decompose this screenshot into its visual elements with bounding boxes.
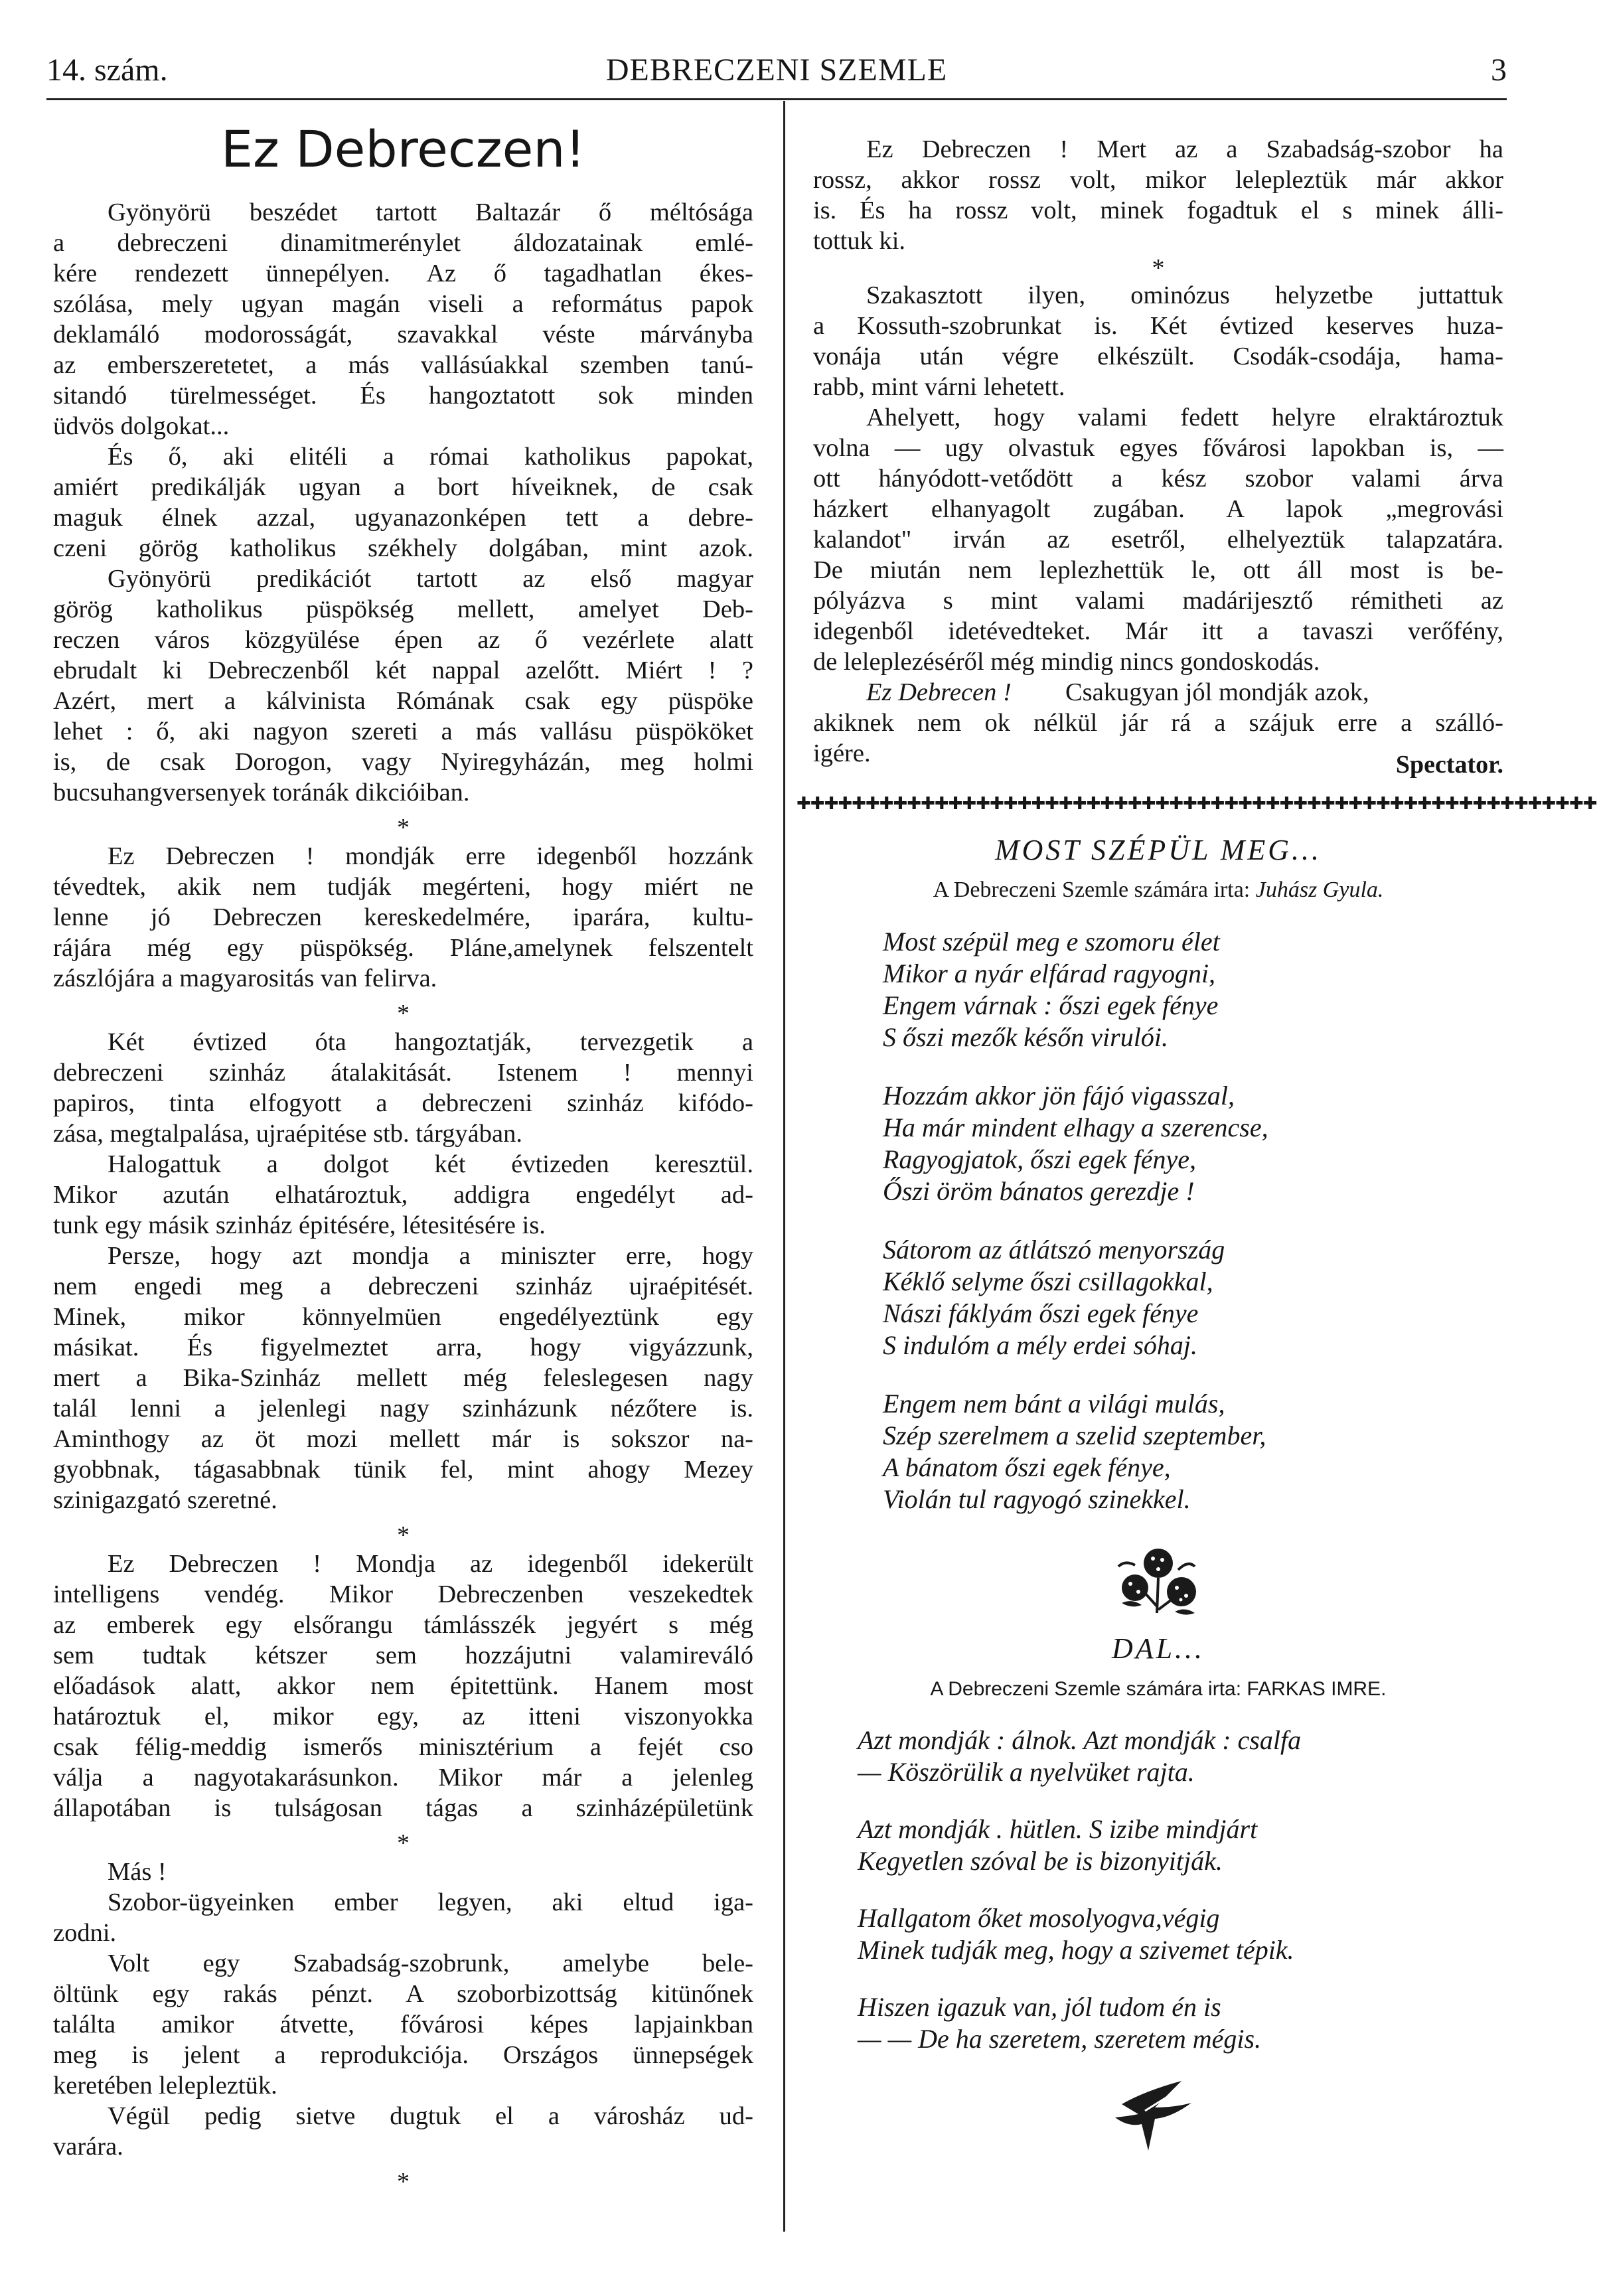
article-line: tunk egy másik szinház épitésére, létesitésére is. [53, 1211, 546, 1239]
article-line: intelligens vendég. Mikor Debreczenben veszekedtek [53, 1580, 753, 1608]
verse-line: S őszi mezők későn virulói. [883, 1022, 1168, 1052]
article-line: maguk élnek azzal, ugyanazonképen tett a debre- [53, 504, 753, 532]
article-line: kére rendezett ünnepélyen. Az ő tagadhatlan ékes- [53, 260, 753, 287]
article-line: ebrudalt ki Debreczenből két nappal azelőtt. Miért ! ? [53, 656, 753, 684]
article-line: zászlójára a magyarositás van felirva. [53, 964, 437, 992]
verse-line: Minek tudják meg, hogy a szivemet tépik. [858, 1935, 1294, 1965]
verse-line: Mikor a nyár elfárad ragyogni, [883, 958, 1216, 988]
article-line: de leleplezéséről még mindig nincs gondoskodás. [813, 648, 1320, 676]
article-line: lehet : ő, aki nagyon szereti a más vallásu püspököket [53, 718, 753, 745]
article-line: mert a Bika-Szinház mellett még feleslegesen nagy [53, 1364, 753, 1392]
byline-prefix: A Debreczeni Szemle számára irta: [933, 878, 1251, 902]
article-line: is, de csak Dorogon, vagy Nyiregyházán, meg holmi [53, 748, 753, 776]
verse-line: Engem nem bánt a világi mulás, [883, 1389, 1225, 1418]
section-star: * [397, 814, 410, 842]
article-line: zása, megtalpalása, ujraépitése stb. tárgyában. [53, 1120, 522, 1148]
article-line: varára. [53, 2133, 123, 2161]
article-line: állapotában is tulságosan tágas a szinházépületünk [53, 1794, 753, 1822]
poem-title: MOST SZÉPÜL MEG... [994, 834, 1322, 866]
article-line: Szakasztott ilyen, ominózus helyzetbe juttattuk [866, 281, 1503, 309]
article-line: Gyönyörü beszédet tartott Baltazár ő méltósága [108, 198, 753, 226]
article-line: válja a nagyotakarásunkon. Mikor már a jelenleg [53, 1764, 753, 1792]
article-line: görög katholikus püspökség mellett, amelyet Deb- [53, 595, 753, 623]
verse-line: Hozzám akkor jön fájó vigasszal, [883, 1081, 1235, 1110]
verse-line: Azt mondják : álnok. Azt mondják : csalfa [858, 1725, 1302, 1755]
article-line: üdvös dolgokat... [53, 412, 230, 440]
article-line: zodni. [53, 1919, 117, 1947]
ornamental-separator: ✚✚✚✚✚✚✚✚✚✚✚✚✚✚✚✚✚✚✚✚✚✚✚✚✚✚✚✚✚✚✚✚✚✚✚✚✚✚✚✚✚✚✚✚✚✚✚✚✚✚✚✚✚✚✚✚✚✚ [797, 794, 1597, 814]
article-title: Ez Debreczen! [221, 119, 585, 179]
article-line: Ez Debreczen ! Mondja az idegenből idekerült [108, 1550, 753, 1578]
masthead: DEBRECZENI SZEMLE [605, 52, 948, 88]
article-line: keretében lelepleztük. [53, 2072, 277, 2100]
article-line: amiért predikálják ugyan a bort híveiknek, de csak [53, 473, 753, 501]
verse-line: — — De ha szeretem, szeretem mégis. [858, 2024, 1262, 2054]
article-line: szólása, mely ugyan magán viseli a református papok [53, 290, 753, 318]
article-line: Más ! [108, 1858, 167, 1886]
article-line: rabb, mint várni lehetett. [813, 373, 1065, 401]
verse-line: Őszi öröm bánatos gerezdje ! [883, 1176, 1195, 1206]
verse-line: Szép szerelmem a szelid szeptember, [883, 1420, 1266, 1450]
verse-line: S indulóm a mély erdei sóhaj. [883, 1330, 1198, 1360]
section-star: * [397, 1000, 410, 1028]
article-line: idegenből idetévedteket. Már itt a tavaszi verőfény, [813, 617, 1503, 645]
article-line: öltünk egy rakás pénzt. A szoborbizottság kitünőnek [53, 1980, 753, 2008]
swallow-icon [1108, 2078, 1198, 2157]
article-line: szinigazgató szeretné. [53, 1486, 277, 1514]
verse-line: Sátorom az átlátszó menyország [883, 1235, 1225, 1264]
article-line: nem engedi meg a debreczeni szinház ujraépitését. [53, 1272, 753, 1300]
verse-line: Kéklő selyme őszi csillagokkal, [883, 1266, 1213, 1296]
verse-line: Hallgatom őket mosolyogva,végig [858, 1903, 1220, 1933]
article-line: Azért, mert a kálvinista Rómának csak egy püspöke [53, 687, 753, 715]
article-line: És ő, aki elitéli a római katholikus papokat, [108, 443, 753, 471]
verse-line: A bánatom őszi egek fénye, [883, 1452, 1171, 1482]
article-line-emphasis: Ez Debrecen ! [866, 678, 1012, 706]
article-line: ott hányódott-vetődött a kész szobor valami árva [813, 465, 1503, 493]
article-line: sem tudtak kétszer sem hozzájutni valamireváló [53, 1642, 753, 1669]
section-star: * [397, 2168, 410, 2196]
article-line: Két évtized óta hangoztatják, tervezgetik a [108, 1028, 753, 1056]
column-rule [783, 101, 785, 2232]
article-line: meg is jelent a reprodukciója. Országos ünnepségek [53, 2041, 753, 2069]
article-line: igére. [813, 739, 871, 767]
article-line: papiros, tinta elfogyott a debreczeni szinház kifódo- [53, 1089, 753, 1117]
article-line: másikat. És figyelmeztet arra, hogy vigyázzunk, [53, 1334, 753, 1361]
article-line: Halogattuk a dolgot két évtizeden keresztül. [108, 1150, 753, 1178]
article-line: tévedtek, akik nem tudják megérteni, hogy miért ne [53, 873, 753, 901]
article-line: vonája után végre elkészült. Csodák-csodája, hama- [813, 343, 1503, 370]
article-line: Ahelyett, hogy valami fedett helyre elraktároztuk [866, 404, 1503, 431]
page-header [46, 45, 1507, 98]
article-line: az emberszeretetet, a más vallásúakkal szemben tanú- [53, 351, 753, 379]
article-line: gyobbnak, tágasabbnak tünik fel, mint ahogy Mezey [53, 1456, 753, 1484]
article-line: Mikor azután elhatároztuk, addigra engedélyt ad- [53, 1181, 753, 1209]
article-line: kalandot" irván az esetről, elhelyeztük talapzatára. [813, 526, 1503, 554]
article-line: akiknek nem ok nélkül jár rá a szájuk erre a szálló- [813, 709, 1503, 737]
page-number: 3 [1491, 52, 1507, 88]
article-line: Volt egy Szabadság-szobrunk, amelybe bele- [108, 1950, 753, 1977]
article-line: pólyázva s mint valami madárijesztő rémitheti az [813, 587, 1503, 615]
article-line: Gyönyörü predikációt tartott az első magyar [108, 565, 753, 593]
verse-line: Most szépül meg e szomoru élet [883, 927, 1220, 957]
article-line: előadások alatt, akkor nem épitettünk. Hanem most [53, 1672, 753, 1700]
article-line: a Kossuth-szobrunkat is. Két évtized keserves huza- [813, 312, 1503, 340]
poem-author: Juhász Gyula. [1255, 878, 1384, 902]
verse-line: Hiszen igazuk van, jól tudom én is [858, 1992, 1221, 2022]
verse-line: Kegyetlen szóval be is bizonyitják. [858, 1846, 1223, 1876]
issue-number: 14. szám. [46, 52, 168, 88]
article-line: Ez Debreczen ! Mert az a Szabadság-szobor ha [866, 135, 1503, 163]
verse-line: Ragyogjatok, őszi egek fénye, [883, 1144, 1197, 1174]
verse-line: Engem várnak : őszi egek fénye [883, 990, 1219, 1020]
article-line: Csakugyan jól mondják azok, [1065, 678, 1369, 706]
article-line: a debreczeni dinamitmerénylet áldozatainak emlé- [53, 229, 753, 257]
article-line: lenne jó Debreczen kereskedelmére, iparára, kultu- [53, 903, 753, 931]
article-line: reczen város közgyülése épen az ő vezérlete alatt [53, 626, 753, 654]
verse-line: Ha már mindent elhagy a szerencse, [883, 1112, 1268, 1142]
article-line: debreczeni szinház átalakitását. Istenem ! mennyi [53, 1059, 753, 1087]
article-line: volna — ugy olvastuk egyes fővárosi lapokban is, — [813, 434, 1503, 462]
verse-line: Violán tul ragyogó szinekkel. [883, 1484, 1191, 1514]
article-line: deklamáló modorosságát, szavakkal véste márványba [53, 321, 753, 348]
article-line: házkert elhanyagolt zugában. A lapok „megrovási [813, 495, 1503, 523]
poem-byline: A Debreczeni Szemle számára irta: FARKAS IMRE. [930, 1678, 1387, 1700]
article-line: rossz, akkor rossz volt, mikor lelepleztük már akkor [813, 166, 1503, 194]
header-rule [46, 98, 1507, 100]
article-line: Szobor-ügyeinken ember legyen, aki eltud iga- [108, 1888, 753, 1916]
article-line: határoztuk el, mikor egy, az itteni viszonyokka [53, 1703, 753, 1730]
section-star: * [397, 1829, 410, 1857]
poem-title: DAL... [1111, 1632, 1205, 1665]
article-line: talál lenni a jelenlegi nagy szinházunk nézőtere is. [53, 1395, 753, 1422]
verse-line: Azt mondják . hütlen. S izibe mindjárt [858, 1814, 1258, 1844]
article-line: Persze, hogy azt mondja a miniszter erre, hogy [108, 1242, 753, 1270]
poem-byline [813, 878, 1503, 903]
article-line: sitandó türelmességet. És hangoztatott sok minden [53, 382, 753, 410]
article-line: Végül pedig sietve dugtuk el a városház ud- [108, 2102, 753, 2130]
section-star: * [1152, 254, 1165, 282]
verse-line: — Köszörülik a nyelvüket rajta. [858, 1757, 1195, 1787]
article-line: rájára még egy püspökség. Pláne,amelynek felszentelt [53, 934, 753, 962]
article-line: is. És ha rossz volt, minek fogadtuk el s minek álli- [813, 196, 1503, 224]
article-line: Ez Debreczen ! mondják erre idegenből hozzánk [108, 842, 753, 870]
article-line: Minek, mikor könnyelmüen engedélyeztünk egy [53, 1303, 753, 1331]
article-line: csak félig-meddig ismerős minisztérium a fejét cso [53, 1733, 753, 1761]
flower-vignette-icon [1112, 1540, 1208, 1623]
article-line: találta amikor átvette, fővárosi képes lapjainkban [53, 2011, 753, 2038]
article-line: tottuk ki. [813, 227, 906, 255]
signature: Spectator. [1395, 751, 1503, 779]
article-line: czeni görög katholikus székhely dolgában, mint azok. [53, 534, 753, 562]
section-star: * [397, 1521, 410, 1549]
verse-line: Nászi fáklyám őszi egek fénye [883, 1298, 1199, 1328]
article-line: az emberek egy elsőrangu támlásszék jegyért s még [53, 1611, 753, 1639]
article-line: bucsuhangversenyek toránák dikcióiban. [53, 779, 470, 806]
article-line: De miután nem leplezhettük le, ott áll most is be- [813, 556, 1503, 584]
article-line: Aminthogy az öt mozi mellett már is sokszor na- [53, 1425, 753, 1453]
